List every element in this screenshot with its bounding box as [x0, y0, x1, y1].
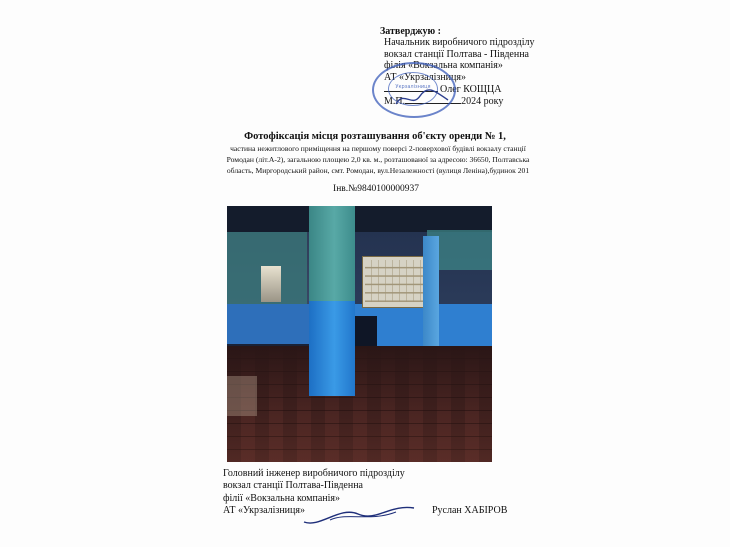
photo-poster	[261, 266, 281, 302]
approval-mp: М.П.	[384, 96, 406, 108]
station-interior-photo	[227, 206, 492, 462]
signature-name: Руслан ХАБІРОВ	[432, 505, 508, 516]
photo-second-column	[423, 236, 439, 361]
approval-signature-scribble	[392, 86, 452, 110]
stamp-text: Укрзалізниця	[395, 84, 431, 90]
photo-main-column-top	[309, 206, 355, 301]
signature-line-2: вокзал станції Полтава-Південна	[223, 480, 363, 492]
approval-heading: Затверджую :	[380, 26, 441, 37]
signature-line-4: АТ «Укрзалізниця»	[223, 505, 305, 517]
photo-floor-shade	[227, 346, 492, 462]
photo-blue-wall-left	[227, 304, 312, 344]
approval-line-1: Начальник виробничого підрозділу	[384, 37, 535, 49]
signature-line-3: філії «Вокзальна компанія»	[223, 492, 341, 504]
photo-light-reflection	[227, 376, 257, 416]
document-title: Фотофіксація місця розташування об'єкту оренди № 1,	[244, 131, 506, 142]
inventory-number: Інв.№9840100000937	[333, 184, 419, 194]
approval-line-4: АТ «Укрзалізниця»	[384, 71, 466, 83]
approval-line-2: вокзал станції Полтава - Південна	[384, 48, 529, 60]
engineer-signature-scribble	[300, 500, 420, 530]
photo-ceiling	[227, 206, 492, 232]
signature-line-1: Головний інженер виробничого підрозділу	[223, 468, 405, 479]
approval-line-3: філія «Вокзальна компанія»	[384, 60, 503, 72]
approval-date: 2024 року	[461, 96, 504, 108]
approval-signer: Олег КОЩЦА	[440, 84, 502, 96]
document-description: частина нежитлового приміщення на першому поверсі 2-поверхової будівлі вокзалу станції Ромодан (літ.А-2), загальною площею 2,0 кв. м., розташованої за адресою: 36650, Полтавська область, Миргородський район, смт. Ромодан, вул.Незалежності (вулиця Леніна),будинок 201	[226, 144, 530, 175]
